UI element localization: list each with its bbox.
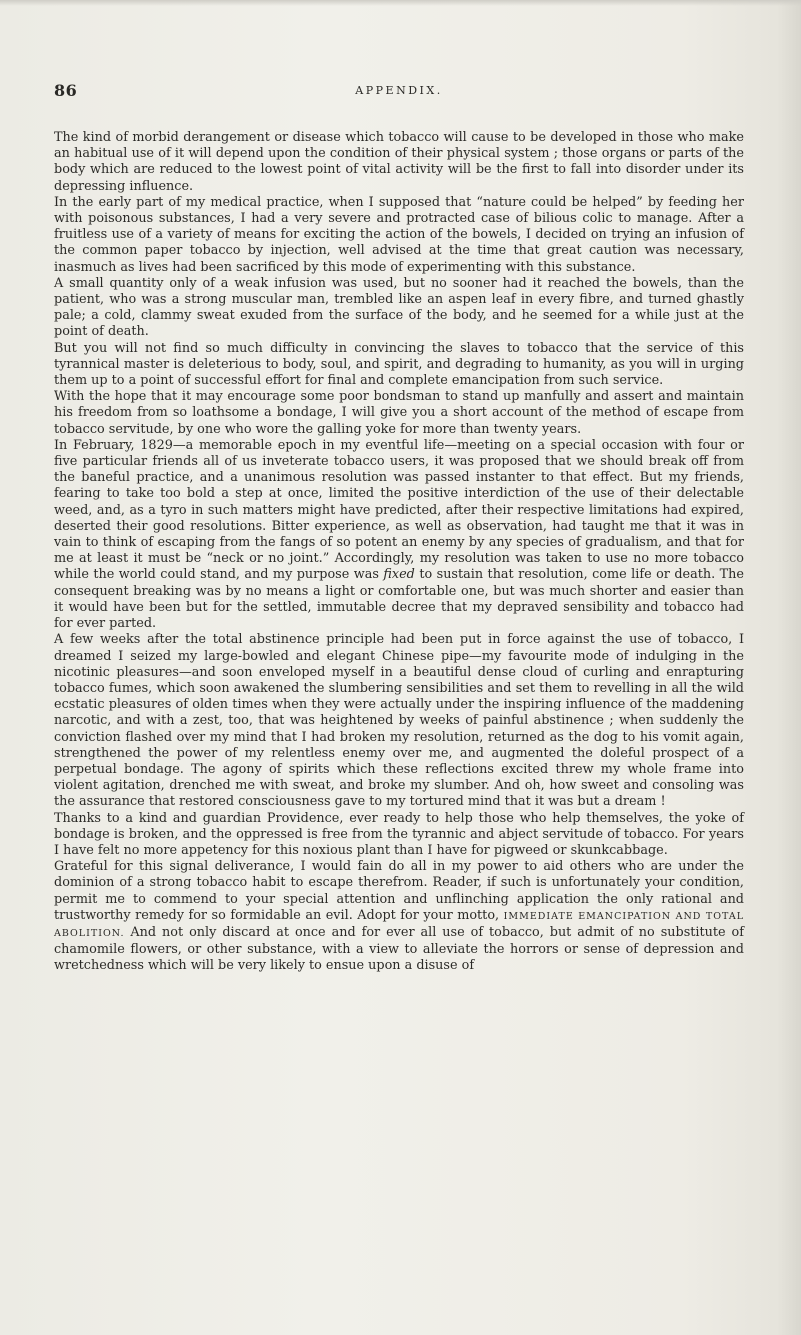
paragraph: A small quantity only of a weak infusion was used, but no sooner had it reached the bowels, than the patient, who was a strong muscular man, trembled like an aspen leaf in every fibre, and turned ghastly pale; a cold, clammy sweat exuded from the surface of the body, and he seemed for a while just at the point of death.	[54, 275, 744, 340]
page-header	[54, 81, 744, 103]
paragraph-text: to sustain that resolution, come life or death. The consequent breaking was by no means a light or comfortable one, but was much shorter and easier than it would have been but for the settled, immutable decree that my depraved sensibility and tobacco had for ever parted.	[54, 567, 744, 632]
paragraph: With the hope that it may encourage some poor bondsman to stand up manfully and assert and maintain his freedom from so loathsome a bondage, I will give you a short account of the method of escape from tobacco servitude, by one who wore the galling yoke for more than twenty years.	[54, 389, 744, 437]
body-text	[54, 130, 744, 975]
page-edge-shadow	[0, 0, 801, 6]
paragraph: In the early part of my medical practice, when I supposed that “nature could be helped” by feeding her with poisonous substances, I had a very severe and protracted case of bilious colic to manage. After a fruitless use of a variety of means for exciting the action of the bowels, I decided on trying an infusion of the common paper tobacco by injection, well advised at the time that great caution was necessary, inasmuch as lives had been sacrificed by this mode of experimenting with this substance.	[54, 194, 744, 275]
running-head: APPENDIX.	[355, 84, 443, 97]
paragraph: Thanks to a kind and guardian Providence, ever ready to help those who help themselves, the yoke of bondage is broken, and the oppressed is free from the tyrannic and abject servitude of tobacco. For years I have felt no more appetency for this noxious plant than I have for pigweed or skunkcabbage.	[54, 810, 744, 858]
paragraph-text: And not only discard at once and for ever all use of tobacco, but admit of no substitute of chamomile flowers, or other substance, with a view to alleviate the horrors or sense of depression and wretchedness which will be very likely to ensue upon a disuse of	[54, 924, 744, 974]
paragraph	[54, 438, 744, 632]
page-number: 86	[54, 81, 78, 100]
paragraph-text: In February, 1829—a memorable epoch in my eventful life—meeting on a special occasion with four or five particular friends all of us inveterate tobacco users, it was proposed that we should break off from the baneful practice, and a unanimous resolution was passed instanter to that effect. But my friends, fearing to take too bold a step at once, limited the positive interdiction of the use of their delectable weed, and, as a tyro in such matters might have predicted, after their respective limitations had expired, deserted their good resolutions. Bitter experience, as well as observation, had taught me that it was in vain to think of escaping from the fangs of so potent an enemy by any species of gradualism, and that for me at least it must be “neck or no joint.” Accordingly, my resolution was taken to use no more tobacco while the world could stand, and my purpose was	[54, 437, 744, 583]
emphasis: fixed	[383, 567, 415, 583]
paragraph-text: Grateful for this signal deliverance, I would fain do all in my power to aid others who are under the dominion of a strong tobacco habit to escape therefrom. Reader, if such is unfortunately your condition, permit me to commend to your special attention and unflinching application the only rational and trustworthy remedy for so formidable an evil. Adopt for your motto,	[54, 859, 744, 923]
paragraph	[54, 859, 744, 974]
small-caps-motto: IMMEDIATE EMANCIPATION AND TOTAL ABOLITION.	[54, 910, 745, 939]
paragraph: But you will not find so much difficulty in convincing the slaves to tobacco that the service of this tyrannical master is deleterious to body, soul, and spirit, and degrading to humanity, as you will in urging them up to a point of successful effort for final and complete emancipation from such service.	[54, 340, 744, 389]
paragraph: The kind of morbid derangement or disease which tobacco will cause to be developed in those who make an habitual use of it will depend upon the condition of their physical system ; those organs or parts of the body which are reduced to the lowest point of vital activity will be the first to fall into disorder under its depressing influence.	[54, 130, 744, 194]
paragraph: A few weeks after the total abstinence principle had been put in force against the use of tobacco, I dreamed I seized my large-bowled and elegant Chinese pipe—my favourite mode of indulging in the nicotinic pleasures—and soon enveloped myself in a beautiful dense cloud of curling and enrapturing tobacco fumes, which soon awakened the slumbering sensibilities and set them to revelling in all the wild ecstatic pleasures of olden times when they were actually under the inspiring influence of the maddening narcotic, and with a zest, too, that was heightened by weeks of painful abstinence ; when suddenly the conviction flashed over my mind that I had broken my resolution, returned as the dog to his vomit again, strengthened the power of my relentless enemy over me, and augmented the doleful prospect of a perpetual bondage. The agony of spirits which these reflections excited threw my whole frame into violent agitation, drenched me with sweat, and broke my slumber. And oh, how sweet and consoling was the assurance that restored consciousness gave to my tortured mind that it was but a dream !	[54, 632, 744, 810]
